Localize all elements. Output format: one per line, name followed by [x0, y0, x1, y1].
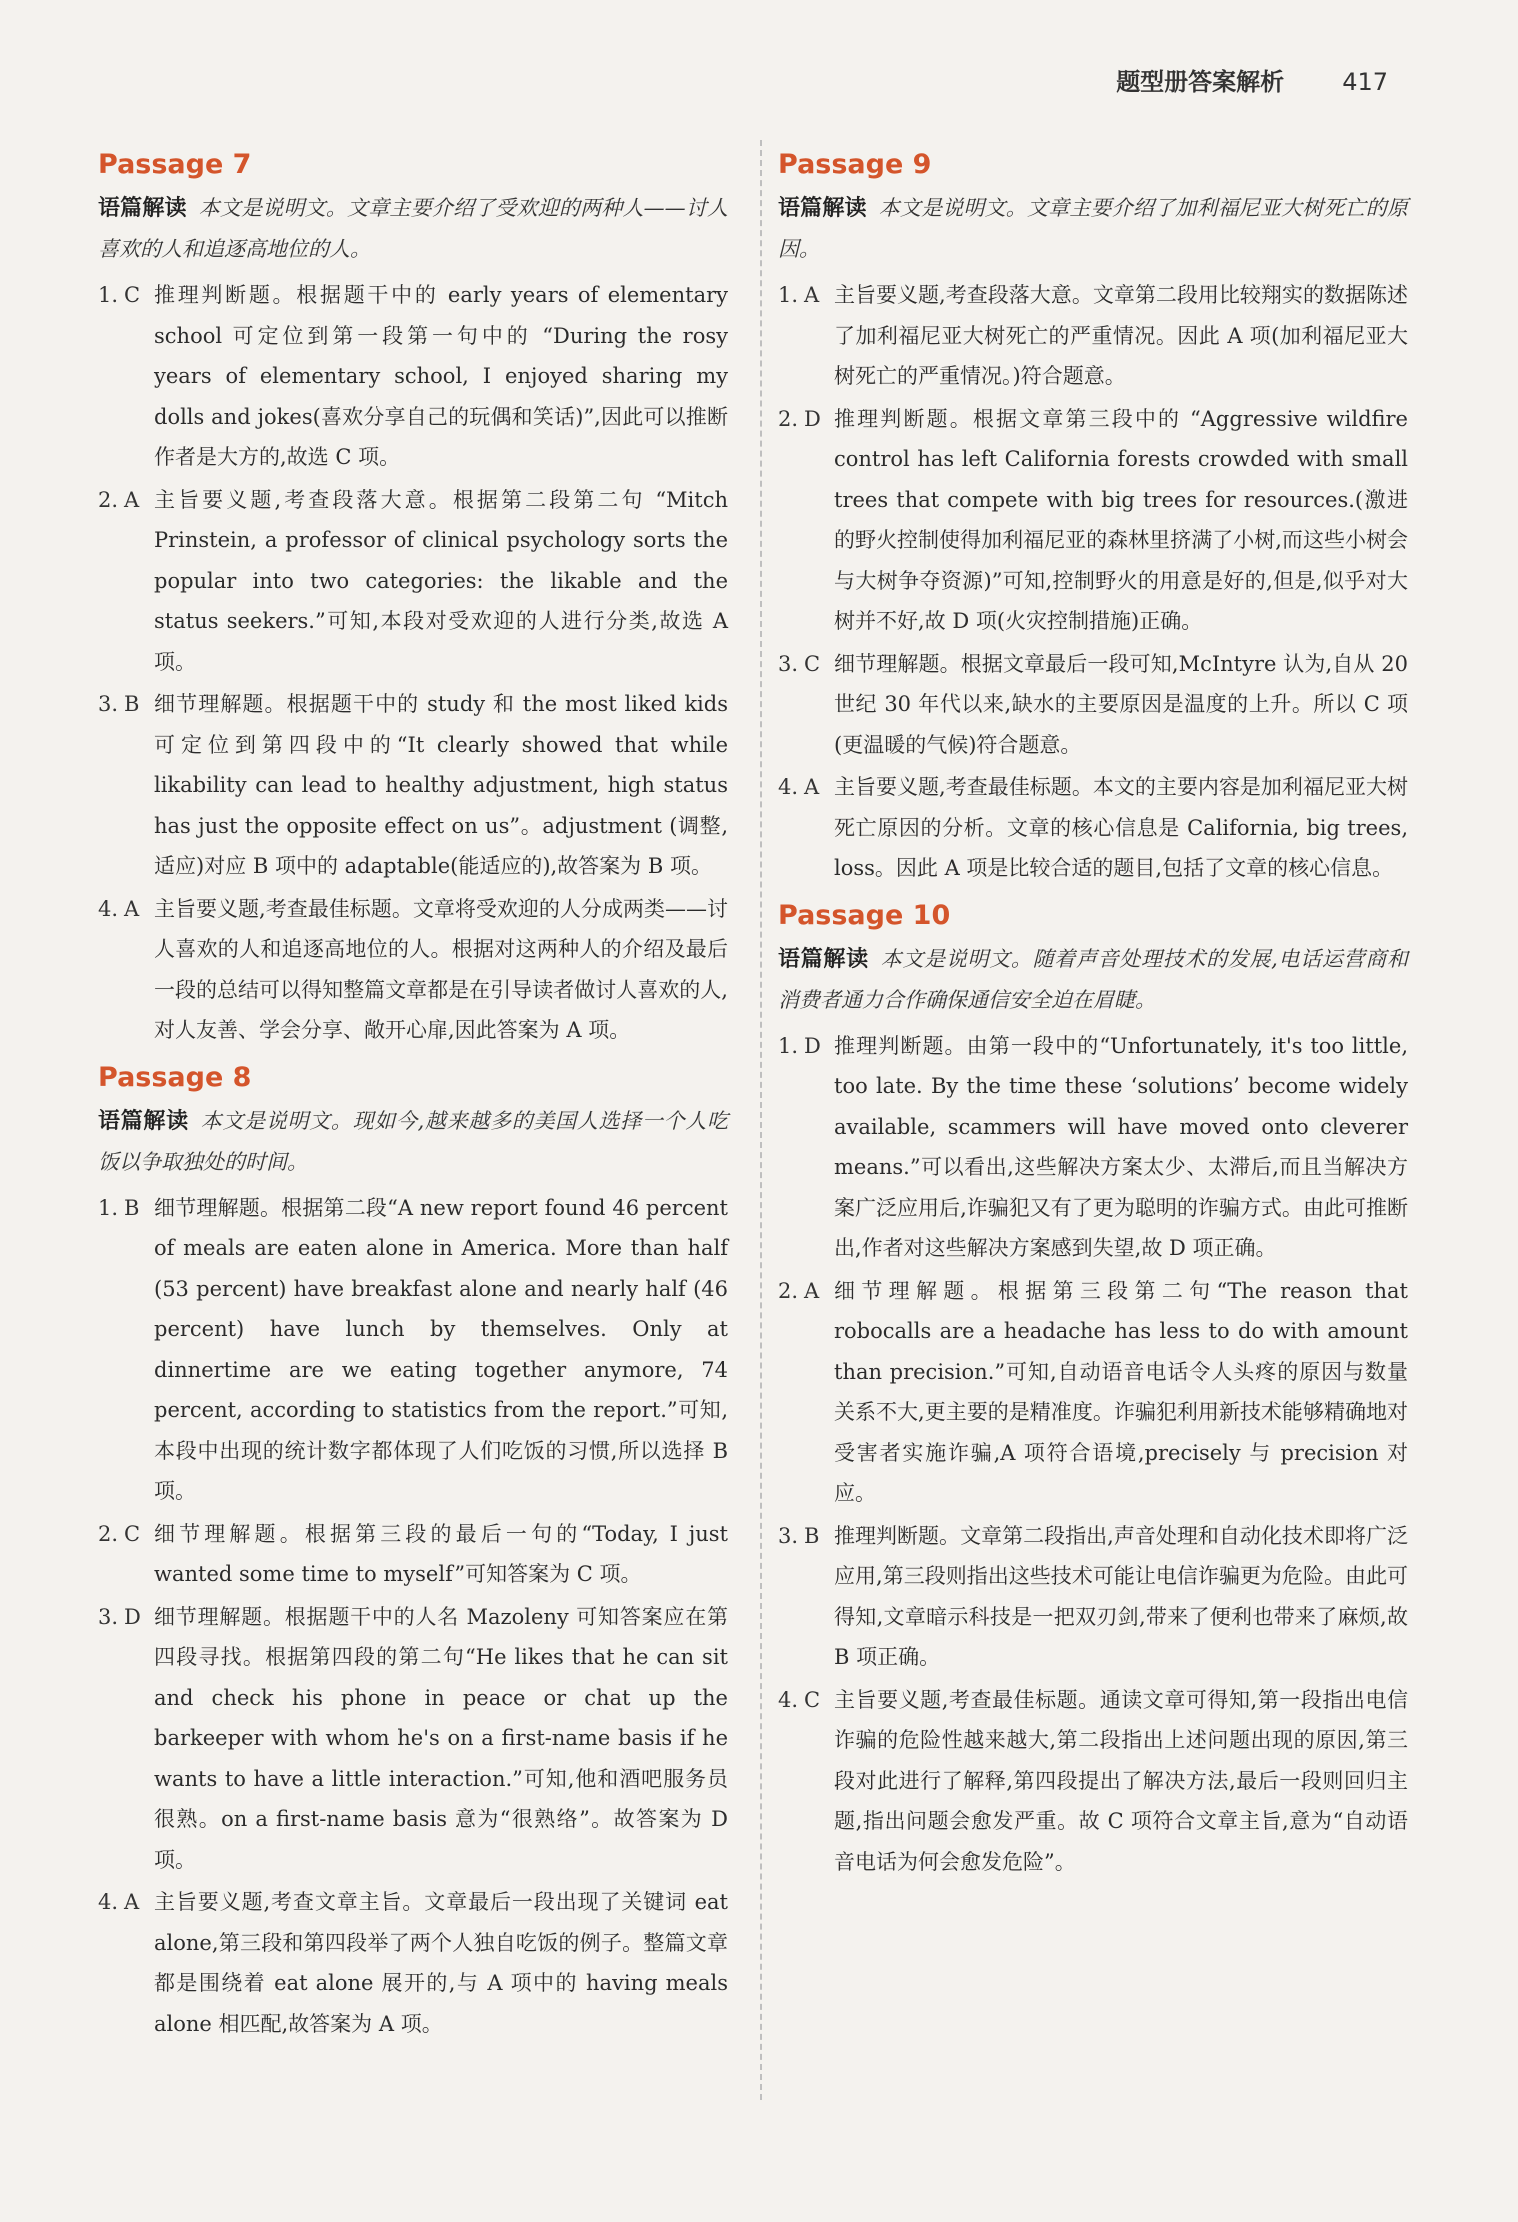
passage-title: Passage 9: [778, 149, 932, 180]
answer-item: [778, 1026, 1408, 1269]
answer-item: [98, 1597, 728, 1881]
answer-item: [98, 480, 728, 683]
passage-block: [98, 1061, 728, 2045]
answer-letter: C: [804, 651, 821, 676]
answer-explanation: 主旨要义题,考查文章主旨。文章最后一段出现了关键词 eat alone,第三段和第四段举了两个人独自吃饭的例子。整篇文章都是围绕着 eat alone 展开的,与 A 项中的 having meals alone 相匹配,故答案为 A 项。: [154, 1890, 728, 2036]
answer-explanation: 主旨要义题,考查最佳标题。文章将受欢迎的人分成两类——讨人喜欢的人和追逐高地位的人。根据对这两种人的介绍及最后一段的总结可以得知整篇文章都是在引导读者做讨人喜欢的人,对人友善、学会分享、敞开心扉,因此答案为 A 项。: [154, 896, 728, 1042]
reading-text: 本文是说明文。现如今,越来越多的美国人选择一个人吃饭以争取独处的时间。: [98, 1108, 728, 1174]
passage-title: Passage 8: [98, 1061, 252, 1093]
answer-letter: D: [804, 1033, 821, 1058]
reading-text: 本文是说明文。文章主要介绍了加利福尼亚大树死亡的原因。: [778, 196, 1408, 261]
answer-letter: B: [124, 692, 140, 716]
answer-item: [98, 684, 728, 887]
answer-item: [98, 1188, 728, 1512]
reading-text: 本文是说明文。文章主要介绍了受欢迎的两种人——讨人喜欢的人和追逐高地位的人。: [98, 196, 728, 261]
answer-letter: C: [804, 1687, 821, 1712]
question-number: 1. B: [98, 1195, 140, 1220]
answer-item: [98, 275, 728, 478]
reading-summary: [778, 188, 1408, 269]
question-number: 1. A: [778, 283, 820, 307]
answer-list: [98, 1188, 728, 2045]
answer-explanation: 推理判断题。根据文章第三段中的 “Aggressive wildfire control has left California forests crowded with small trees that compete with big trees for resources.(激进的野火控制使得加利福尼亚的森林里挤满了小树,而这些小树会与大树争夺资源)”可知,控制野火的用意是好的,但是,似乎对大树并不好,故 D 项(火灾控制措施)正确。: [834, 406, 1408, 633]
answer-letter: D: [124, 1604, 141, 1629]
question-number: 4. A: [98, 1890, 140, 1914]
answer-letter: C: [124, 283, 141, 307]
passage-title: Passage 10: [778, 899, 951, 931]
answer-explanation: 细节理解题。根据题干中的 study 和 the most liked kids 可定位到第四段中的“It clearly showed that while likability can lead to healthy adjustment, high status has just the opposite effect on us”。adjustment (调整,适应)对应 B 项中的 adaptable(能适应的),故答案为 B 项。: [154, 692, 728, 878]
answer-item: [98, 889, 728, 1051]
header-title: 题型册答案解析: [1116, 68, 1285, 96]
question-number: 4. C: [778, 1687, 821, 1712]
column-divider: [760, 140, 762, 2100]
answer-list: [98, 275, 728, 1051]
passage-block: [98, 148, 728, 1051]
reading-summary: [98, 1101, 728, 1182]
answer-item: [98, 1514, 728, 1595]
answer-list: [778, 1026, 1408, 1883]
answer-explanation: 细节理解题。根据文章最后一段可知,McIntyre 认为,自从 20 世纪 30 年代以来,缺水的主要原因是温度的上升。所以 C 项(更温暖的气候)符合题意。: [834, 651, 1408, 757]
answer-letter: B: [124, 1195, 140, 1220]
answer-item: [778, 399, 1408, 642]
answer-item: [778, 644, 1408, 766]
answer-letter: A: [804, 283, 820, 307]
reading-label: 语篇解读: [778, 946, 869, 972]
question-number: 1. C: [98, 283, 141, 307]
answer-letter: A: [124, 1890, 140, 1914]
answer-item: [778, 767, 1408, 889]
answer-item: [98, 1882, 728, 2044]
question-number: 4. A: [778, 775, 820, 799]
question-number: 3. B: [778, 1523, 820, 1548]
question-number: 3. C: [778, 651, 821, 676]
answer-letter: C: [124, 1521, 141, 1546]
reading-text: 本文是说明文。随着声音处理技术的发展,电话运营商和消费者通力合作确保通信安全迫在眉睫。: [778, 946, 1408, 1012]
answer-letter: A: [804, 1278, 820, 1303]
answer-item: [778, 1271, 1408, 1514]
answer-letter: A: [124, 896, 140, 921]
answer-list: [778, 275, 1408, 889]
passage-block: [778, 148, 1408, 889]
reading-label: 语篇解读: [778, 196, 867, 221]
question-number: 2. A: [98, 487, 140, 512]
question-number: 2. C: [98, 1521, 141, 1546]
question-number: 3. B: [98, 692, 140, 716]
answer-letter: A: [804, 775, 820, 799]
answer-explanation: 推理判断题。根据题干中的 early years of elementary school 可定位到第一段第一句中的 “During the rosy years of elementary school, I enjoyed sharing my dolls and jokes(喜欢分享自己的玩偶和笑话)”,因此可以推断作者是大方的,故选 C 项。: [154, 283, 728, 469]
question-number: 4. A: [98, 896, 140, 921]
question-number: 2. A: [778, 1278, 820, 1303]
answer-letter: D: [804, 406, 821, 431]
answer-explanation: 主旨要义题,考查段落大意。根据第二段第二句 “Mitch Prinstein, a professor of clinical psychology sorts the popular into two categories: the likable and the status seekers.”可知,本段对受欢迎的人进行分类,故选 A 项。: [154, 487, 728, 674]
question-number: 3. D: [98, 1604, 141, 1629]
answer-letter: A: [124, 487, 140, 512]
answer-explanation: 细节理解题。根据第二段“A new report found 46 percent of meals are eaten alone in America. More than half (53 percent) have breakfast alone and nearly half (46 percent) have lunch by themselves. Only at dinnertime are we eating together anymore, 74 percent, according to statistics from the report.”可知,本段中出现的统计数字都体现了人们吃饭的习惯,所以选择 B 项。: [154, 1195, 728, 1503]
answer-explanation: 主旨要义题,考查段落大意。文章第二段用比较翔实的数据陈述了加利福尼亚大树死亡的严重情况。因此 A 项(加利福尼亚大树死亡的严重情况。)符合题意。: [834, 283, 1408, 388]
right-column: [778, 148, 1408, 1892]
page-number: 417: [1342, 68, 1388, 96]
question-number: 1. D: [778, 1033, 821, 1058]
reading-label: 语篇解读: [98, 196, 187, 221]
answer-explanation: 推理判断题。文章第二段指出,声音处理和自动化技术即将广泛应用,第三段则指出这些技术可能让电信诈骗更为危险。由此可得知,文章暗示科技是一把双刃剑,带来了便利也带来了麻烦,故 B 项正确。: [834, 1523, 1408, 1669]
answer-letter: B: [804, 1523, 820, 1548]
left-column: [98, 148, 728, 2054]
answer-item: [778, 275, 1408, 397]
reading-summary: [778, 939, 1408, 1020]
answer-explanation: 细节理解题。根据第三段的最后一句的“Today, I just wanted some time to myself”可知答案为 C 项。: [154, 1521, 728, 1586]
reading-label: 语篇解读: [98, 1108, 189, 1134]
passage-title: Passage 7: [98, 149, 252, 180]
answer-item: [778, 1680, 1408, 1883]
question-number: 2. D: [778, 406, 821, 431]
answer-explanation: 推理判断题。由第一段中的“Unfortunately, it's too little, too late. By the time these ‘solutions’ become widely available, scammers will have moved onto cleverer means.”可以看出,这些解决方案太少、太滞后,而且当解决方案广泛应用后,诈骗犯又有了更为聪明的诈骗方式。由此可推断出,作者对这些解决方案感到失望,故 D 项正确。: [834, 1033, 1408, 1260]
answer-explanation: 细节理解题。根据题干中的人名 Mazoleny 可知答案应在第四段寻找。根据第四段的第二句“He likes that he can sit and check his phone in peace or chat up the barkeeper with whom he's on a first-name basis if he wants to have a little interaction.”可知,他和酒吧服务员很熟。on a first-name basis 意为“很熟络”。故答案为 D 项。: [154, 1604, 728, 1872]
answer-explanation: 主旨要义题,考查最佳标题。本文的主要内容是加利福尼亚大树死亡原因的分析。文章的核心信息是 California, big trees, loss。因此 A 项是比较合适的题目,包括了文章的核心信息。: [834, 775, 1408, 880]
answer-explanation: 细节理解题。根据第三段第二句“The reason that robocalls are a headache has less to do with amount than precision.”可知,自动语音电话令人头疼的原因与数量关系不大,更主要的是精准度。诈骗犯利用新技术能够精确地对受害者实施诈骗,A 项符合语境,precisely 与 precision 对应。: [834, 1278, 1408, 1505]
answer-item: [778, 1516, 1408, 1678]
passage-block: [778, 899, 1408, 1883]
page-header: [1116, 62, 1388, 97]
reading-summary: [98, 188, 728, 269]
answer-explanation: 主旨要义题,考查最佳标题。通读文章可得知,第一段指出电信诈骗的危险性越来越大,第二段指出上述问题出现的原因,第三段对此进行了解释,第四段提出了解决方法,最后一段则回归主题,指出问题会愈发严重。故 C 项符合文章主旨,意为“自动语音电话为何会愈发危险”。: [834, 1687, 1408, 1874]
